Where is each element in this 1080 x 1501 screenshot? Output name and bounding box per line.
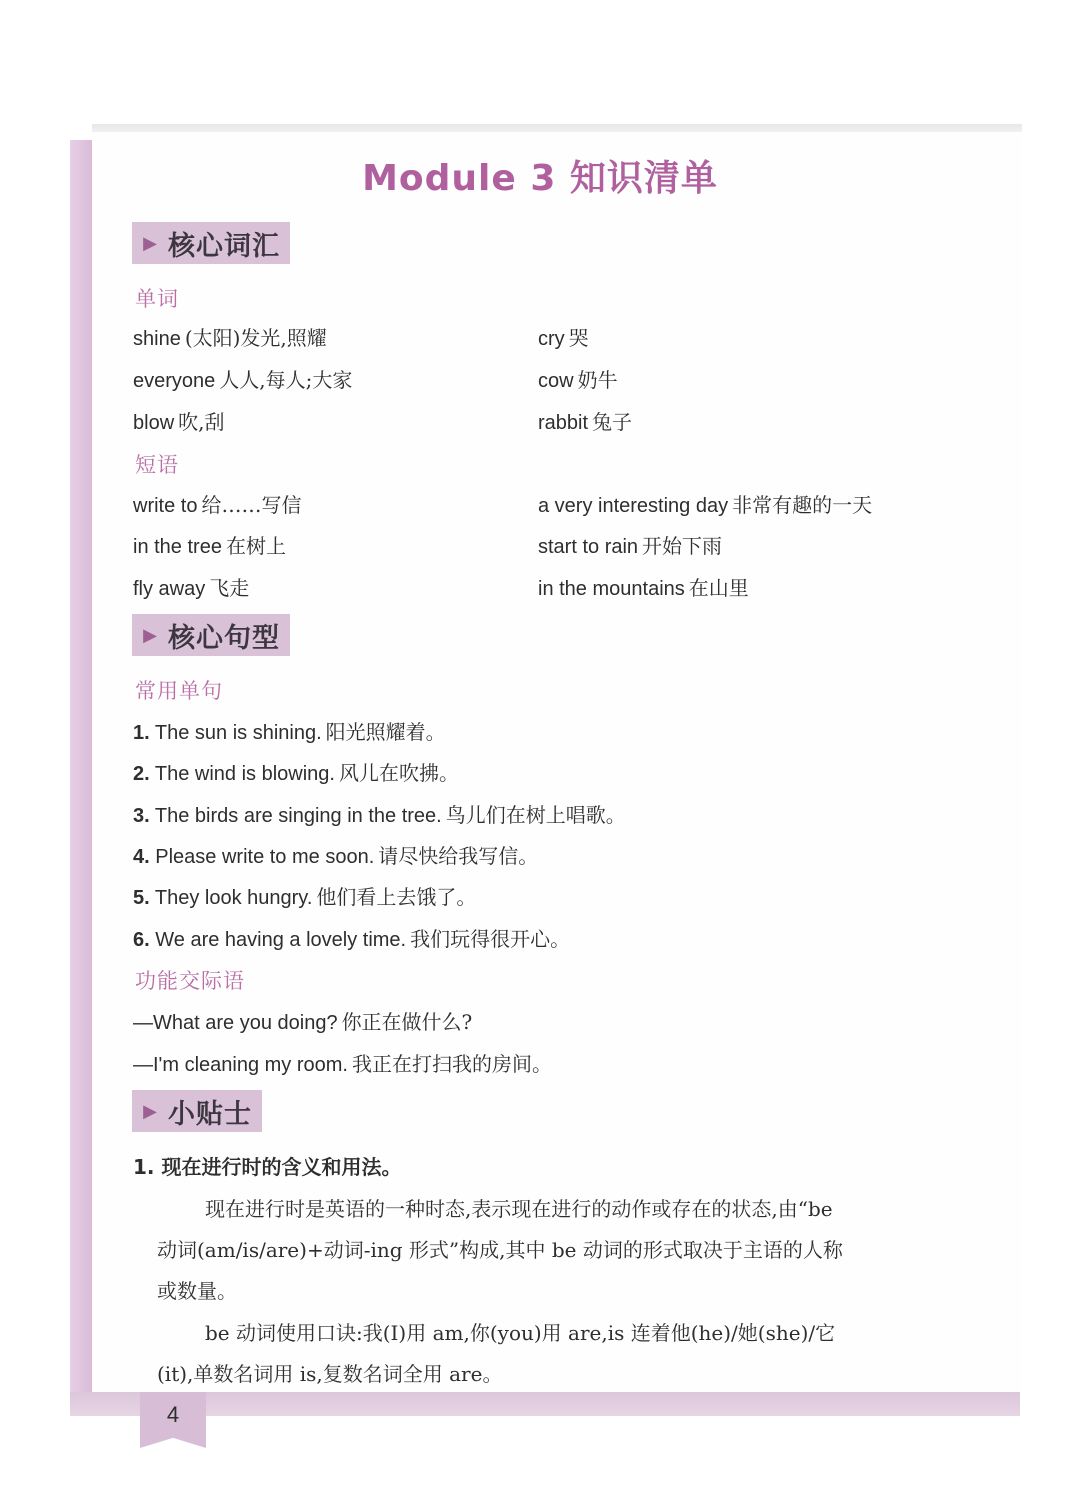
word-item: cry 哭 xyxy=(538,326,589,350)
word-item: blow 吹,刮 xyxy=(133,410,225,434)
double-arrow-icon: ▶ xyxy=(143,624,157,646)
sub-label-common-sentences: 常用单句 xyxy=(135,679,223,703)
word-item: everyone 人人,每人;大家 xyxy=(133,368,353,392)
phrase-item: in the mountains 在山里 xyxy=(538,576,749,600)
sentence-item: 6. We are having a lovely time. 我们玩得很开心。 xyxy=(133,927,571,951)
page-title: Module 3 知识清单 xyxy=(362,158,718,199)
tip-paragraph-line: be 动词使用口诀:我(I)用 am,你(you)用 are,is 连着他(he)/她(she)/它 xyxy=(205,1321,836,1345)
page-shadow-bottom xyxy=(70,1392,1020,1416)
phrase-item: fly away 飞走 xyxy=(133,576,250,600)
double-arrow-icon: ▶ xyxy=(143,232,157,254)
tip-paragraph-line: (it),单数名词用 is,复数名词全用 are。 xyxy=(157,1362,503,1386)
page-shadow-left xyxy=(70,140,92,1412)
word-item: rabbit 兔子 xyxy=(538,410,633,434)
sentence-item: 2. The wind is blowing. 风儿在吹拂。 xyxy=(133,761,459,785)
phrase-item: start to rain 开始下雨 xyxy=(538,534,723,558)
sub-label-phrases: 短语 xyxy=(135,453,179,477)
section-header-sentences xyxy=(132,614,290,656)
tip-paragraph-line: 或数量。 xyxy=(157,1279,237,1303)
word-item: shine (太阳)发光,照耀 xyxy=(133,326,327,350)
sentence-item: 5. They look hungry. 他们看上去饿了。 xyxy=(133,885,477,909)
phrase-item: write to 给……写信 xyxy=(133,493,302,517)
section-title: 小贴士 xyxy=(168,1098,252,1130)
tip-paragraph-line: 动词(am/is/are)+动词-ing 形式”构成,其中 be 动词的形式取决于主语的人称 xyxy=(157,1238,843,1262)
sentence-item: 4. Please write to me soon. 请尽快给我写信。 xyxy=(133,844,539,868)
section-header-tips xyxy=(132,1090,262,1132)
page-number: 4 xyxy=(166,1402,180,1427)
sub-label-function: 功能交际语 xyxy=(135,969,245,993)
word-item: cow 奶牛 xyxy=(538,368,618,392)
tip-heading: 1. 现在进行时的含义和用法。 xyxy=(133,1155,402,1179)
tip-paragraph-line: 现在进行时是英语的一种时态,表示现在进行的动作或存在的状态,由“be xyxy=(205,1197,833,1221)
phrase-item: in the tree 在树上 xyxy=(133,534,286,558)
phrase-item: a very interesting day 非常有趣的一天 xyxy=(538,493,873,517)
section-title: 核心词汇 xyxy=(168,230,280,262)
dialogue-line: —What are you doing? 你正在做什么? xyxy=(133,1010,473,1034)
section-header-vocab xyxy=(132,222,290,264)
sentence-item: 3. The birds are singing in the tree. 鸟儿们在树上唱歌。 xyxy=(133,803,626,827)
section-title: 核心句型 xyxy=(168,622,280,654)
double-arrow-icon: ▶ xyxy=(143,1100,157,1122)
dialogue-line: —I'm cleaning my room. 我正在打扫我的房间。 xyxy=(133,1052,552,1076)
sentence-item: 1. The sun is shining. 阳光照耀着。 xyxy=(133,720,446,744)
sub-label-words: 单词 xyxy=(135,287,179,311)
